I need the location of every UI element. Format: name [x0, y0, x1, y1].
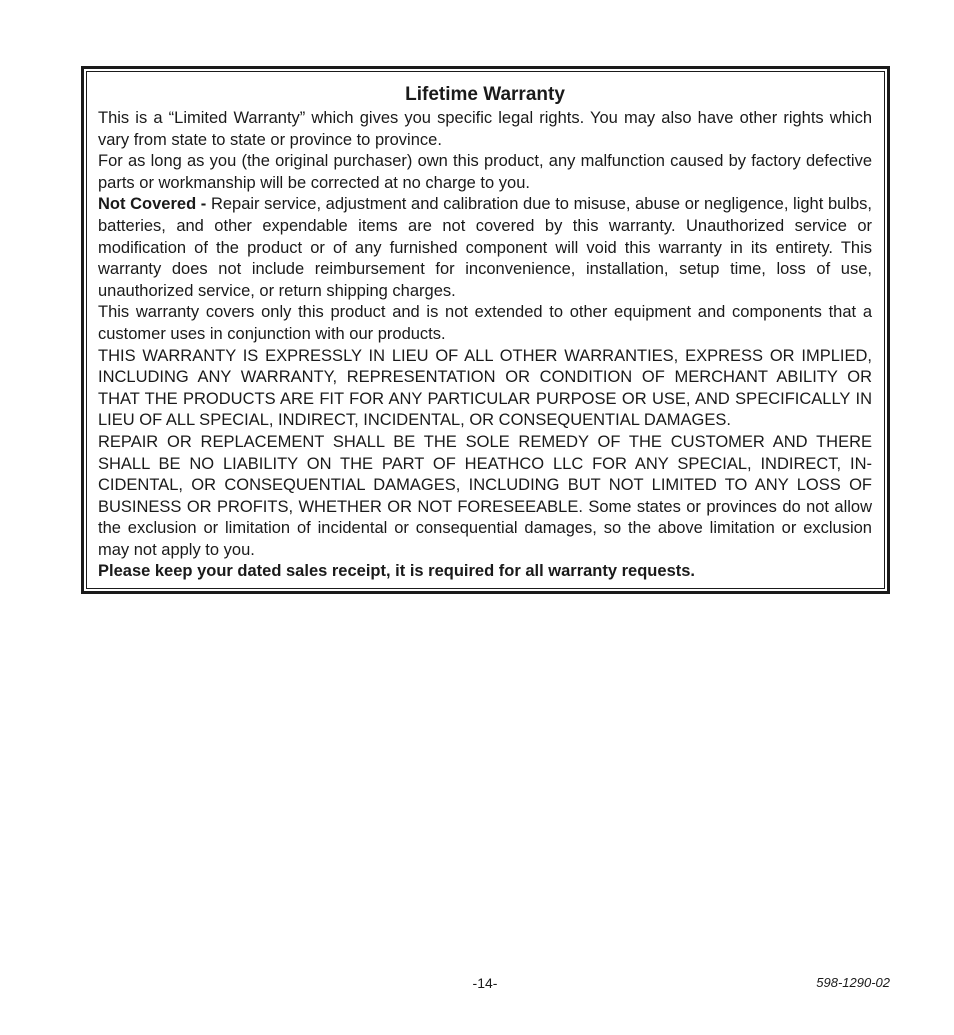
receipt-notice: Please keep your dated sales receipt, it is required for all warranty requests. [98, 562, 695, 581]
disclaimer-paragraph: THIS WARRANTY IS EXPRESSLY IN LIEU OF ALL OTHER WARRANTIES, EXPRESS OR IMPLIED, INCLUDING ANY WARRANTY, REPRESENTATION OR CONDITION OF MERCHANT ABILITY OR THAT THE PRODUCTS ARE FIT FOR ANY PARTICULAR PURPOSE OR USE, AND SPECIFICALLY IN LIEU OF ALL SPECIAL, INDIRECT, INCIDENTAL, OR CONSEQUENTIAL DAMAGES. [98, 346, 872, 430]
warranty-title: Lifetime Warranty [405, 84, 565, 105]
coverage-paragraph: For as long as you (the original purchaser) own this product, any malfunction caused by factory defective parts or workmanship will be corrected at no charge to you. [98, 152, 872, 192]
warranty-inner-frame [86, 71, 885, 589]
liability-paragraph: REPAIR OR REPLACEMENT SHALL BE THE SOLE REMEDY OF THE CUSTOMER AND THERE SHALL BE NO LIABILITY ON THE PART OF HEATHCO LLC FOR ANY SPECIAL, INDIRECT, INCIDENTAL, OR CONSEQUENTIAL DAMAGES, INCLUDING BUT NOT LIMITED TO ANY LOSS OF BUSINESS OR PROFITS, WHETHER OR NOT FORESEEABLE. Some states or provinces do not allow the exclusion or limitation of incidental or consequential damages, so the above limitation or exclusion may not apply to you. [98, 432, 872, 559]
not-covered-text: Repair service, adjustment and calibration due to misuse, abuse or negligence, light bulbs, batteries, and other expendable items are not covered by this warranty. Unauthorized service or modification of the product or of any furnished component will void this warranty in its entirety. This warranty does not include reimbursement for inconvenience, installation, setup time, loss of use, unauthorized service, or return shipping charges. [98, 195, 872, 300]
not-covered-paragraph [98, 194, 872, 302]
limited-warranty-paragraph: This is a “Limited Warranty” which gives you specific legal rights. You may also have other rights which vary from state to state or province to province. [98, 109, 872, 149]
warranty-box [81, 66, 890, 594]
document-code: 598-1290-02 [816, 975, 890, 990]
not-covered-label: Not Covered - [98, 195, 211, 214]
page-number: -14- [472, 975, 498, 991]
product-scope-paragraph: This warranty covers only this product and is not extended to other equipment and components that a customer uses in conjunction with our products. [98, 303, 872, 343]
